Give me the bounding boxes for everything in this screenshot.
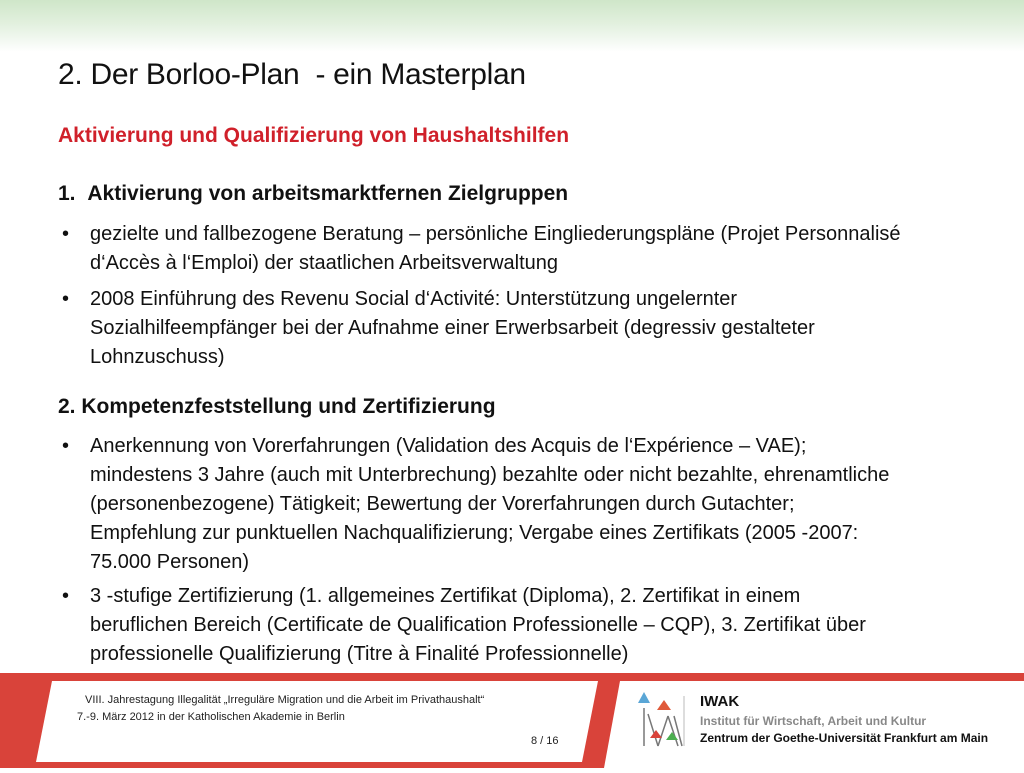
bullet-line: 75.000 Personen): [90, 551, 250, 573]
bullet-marker: •: [62, 288, 70, 310]
bullet-line: 2008 Einführung des Revenu Social d‘Activité: Unterstützung ungelernter: [90, 288, 738, 310]
header-gradient-band: [0, 0, 1024, 52]
section-2-heading: 2. Kompetenzfeststellung und Zertifizierung: [58, 395, 496, 418]
bullet-line: (personenbezogene) Tätigkeit; Bewertung der Vorerfahrungen durch Gutachter;: [90, 493, 795, 515]
bullet-line: Anerkennung von Vorerfahrungen (Validation des Acquis de l‘Expérience – VAE);: [90, 435, 807, 457]
bullet-line: beruflichen Bereich (Certificate de Qualification Professionelle – CQP), 3. Zertifikat über: [90, 614, 866, 636]
slide-subtitle: Aktivierung und Qualifizierung von Haushaltshilfen: [58, 124, 570, 147]
bullet-line: Empfehlung zur punktuellen Nachqualifizierung; Vergabe eines Zertifikats (2005 -2007:: [90, 522, 859, 544]
bullet-1-1: [90, 220, 901, 278]
org-institute: Institut für Wirtschaft, Arbeit und Kultur: [700, 714, 927, 728]
slide-title: 2. Der Borloo-Plan - ein Masterplan: [58, 58, 526, 91]
bullet-marker: •: [62, 223, 70, 245]
bullet-line: Lohnzuschuss): [90, 346, 225, 368]
bullet-1-2: [90, 285, 815, 372]
bullet-line: professionelle Qualifizierung (Titre à Finalité Professionnelle): [90, 643, 629, 665]
bullet-line: gezielte und fallbezogene Beratung – persönliche Eingliederungspläne (Projet Personnalisé: [90, 223, 901, 245]
bullet-marker: •: [62, 585, 70, 607]
section-1-heading: [58, 182, 568, 206]
bullet-line: d‘Accès à l‘Emploi) der staatlichen Arbeitsverwaltung: [90, 252, 558, 274]
bullet-line: mindestens 3 Jahre (auch mit Unterbrechung) bezahlte oder nicht bezahlte, ehrenamtliche: [90, 464, 890, 486]
bullet-marker: •: [62, 435, 70, 457]
footer-conference-line: VIII. Jahrestagung Illegalität „Irreguläre Migration und die Arbeit im Privathaushalt“: [85, 694, 485, 706]
iwak-logo-icon: [634, 686, 694, 750]
section-1-title: Aktivierung von arbeitsmarktfernen Zielgruppen: [87, 182, 569, 205]
bullet-line: Sozialhilfeempfänger bei der Aufnahme einer Erwerbsarbeit (degressiv gestalteter: [90, 317, 815, 339]
bullet-2-1: [90, 432, 889, 577]
section-1-number: 1.: [58, 182, 76, 205]
bullet-line: 3 -stufige Zertifizierung (1. allgemeines Zertifikat (Diploma), 2. Zertifikat in einem: [90, 585, 801, 607]
org-university: Zentrum der Goethe-Universität Frankfurt am Main: [700, 731, 989, 745]
bullet-2-2: [90, 582, 866, 669]
org-name: IWAK: [700, 693, 740, 710]
page-number: 8 / 16: [531, 735, 559, 747]
footer-date-line: 7.-9. März 2012 in der Katholischen Akademie in Berlin: [77, 711, 345, 723]
